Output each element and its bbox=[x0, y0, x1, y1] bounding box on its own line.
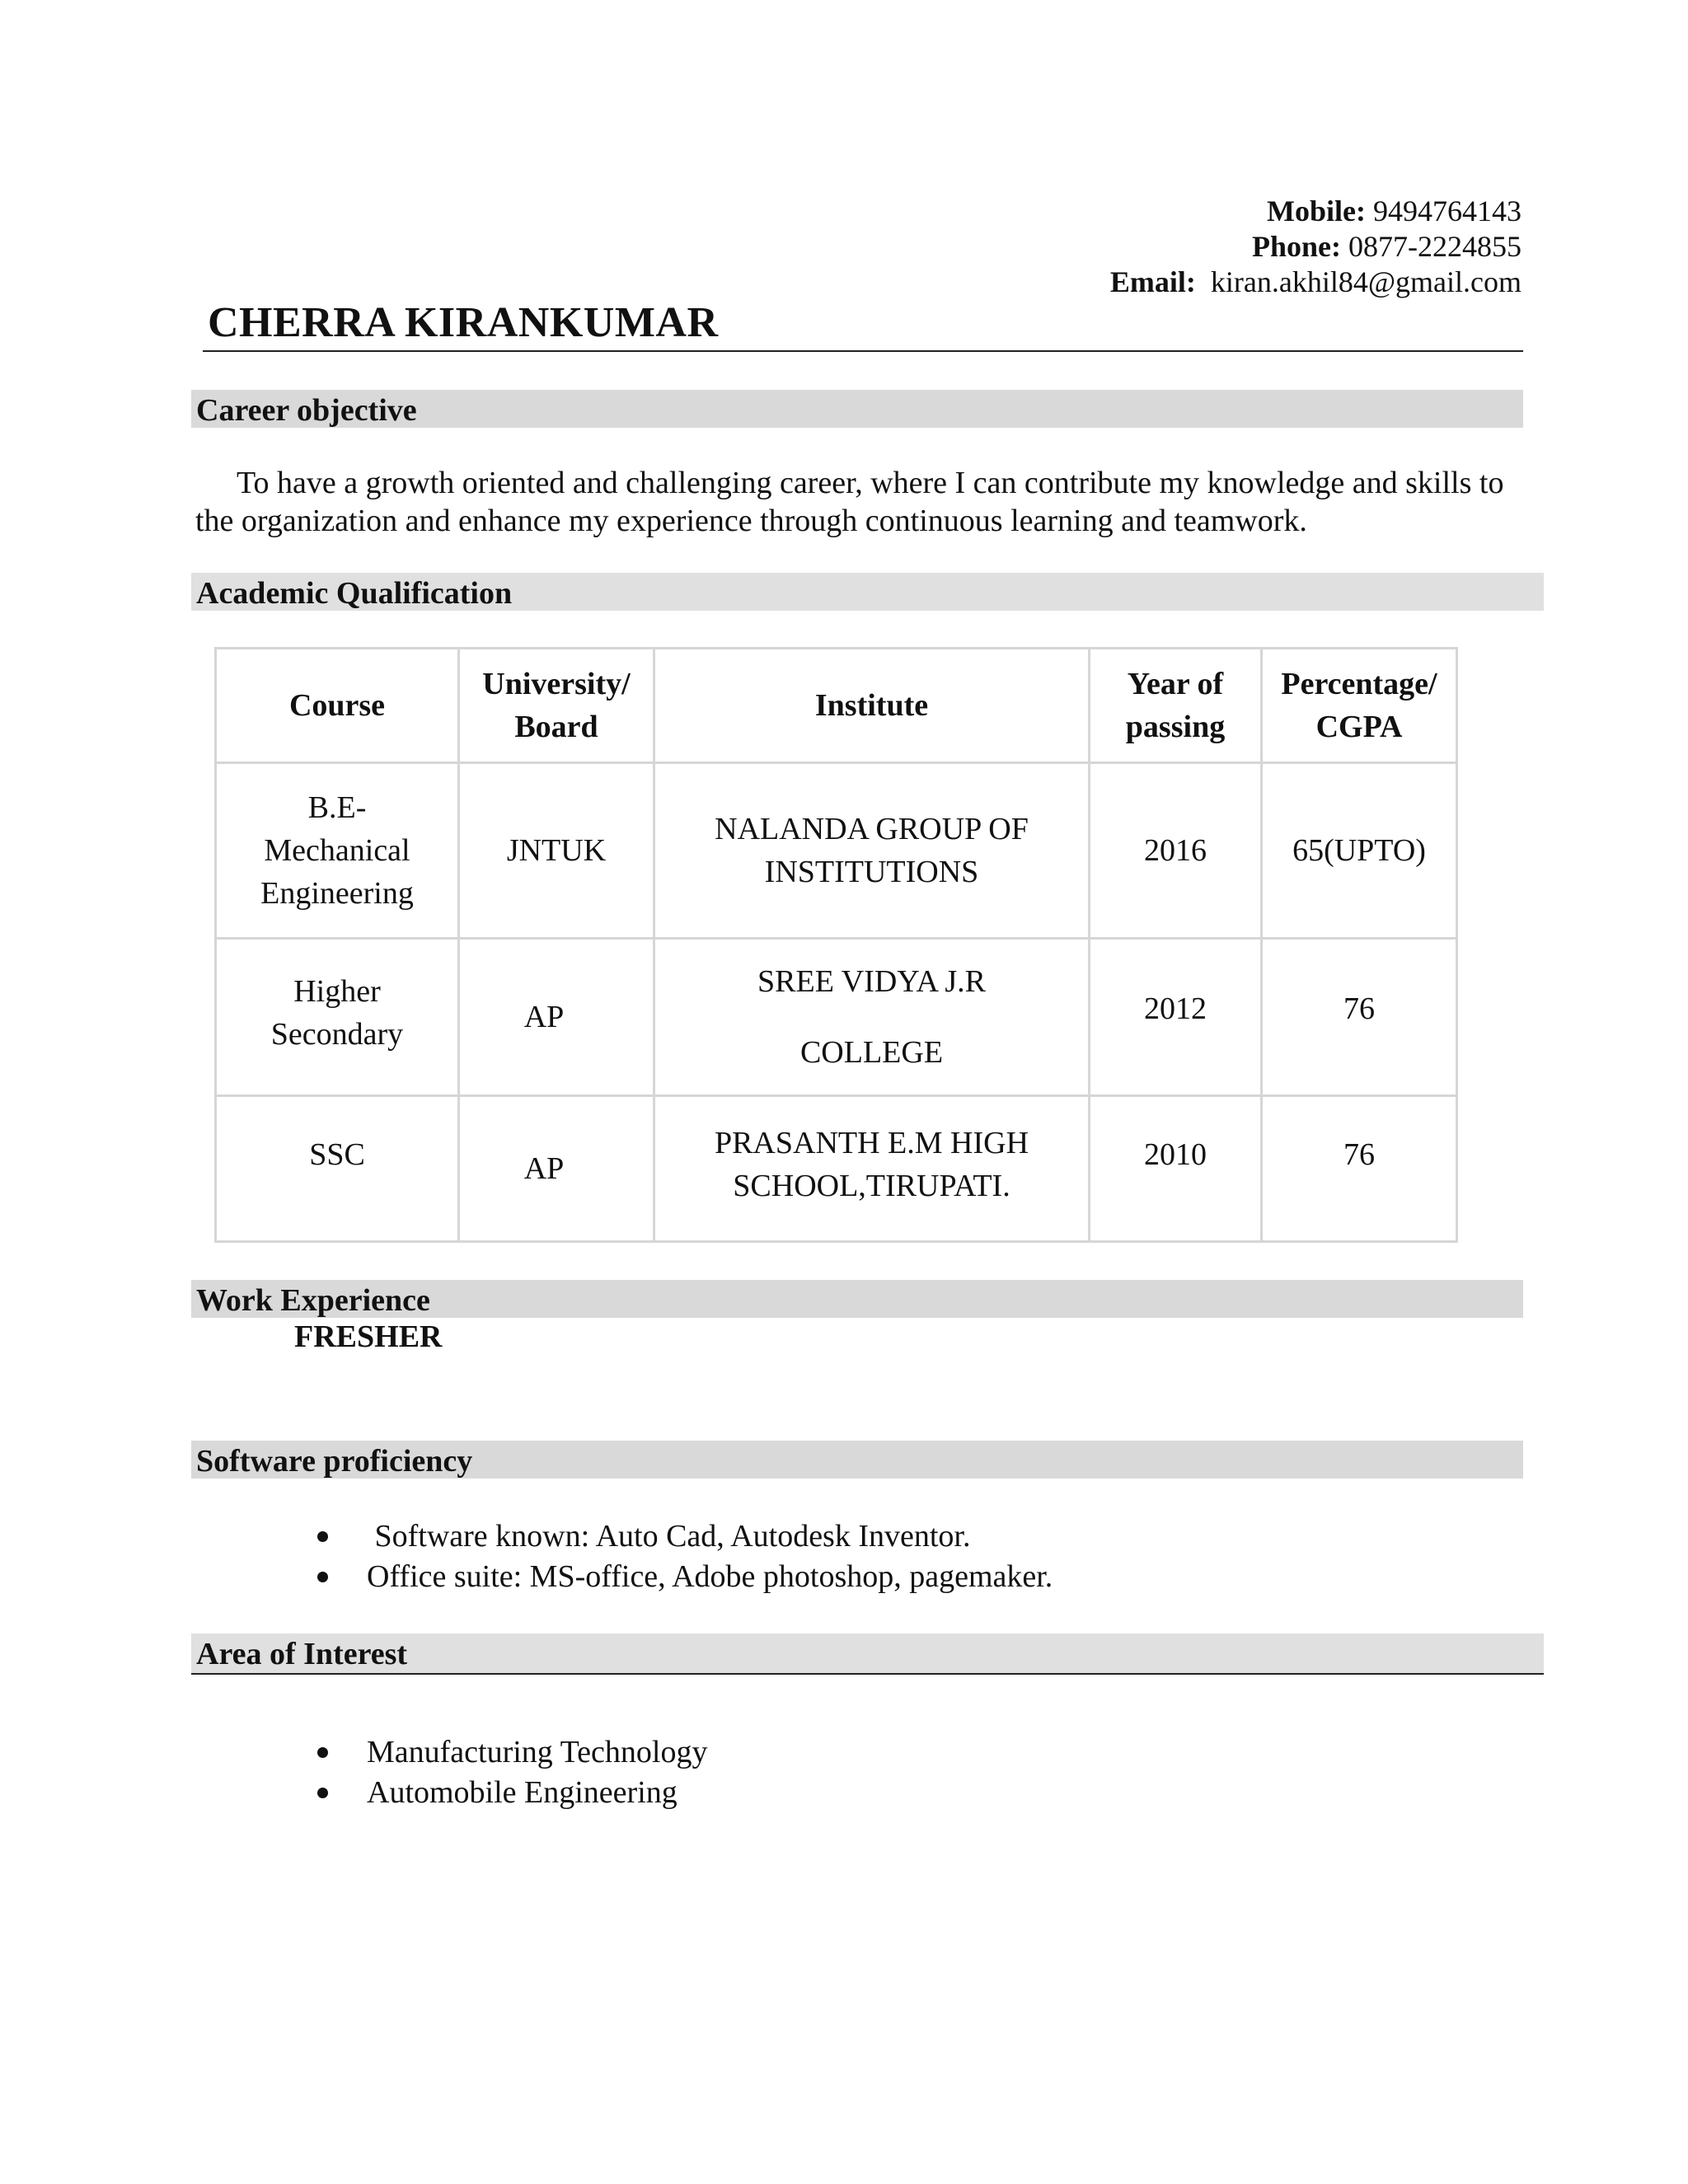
list-item: Office suite: MS-office, Adobe photoshop, pagemaker. bbox=[317, 1557, 1053, 1597]
cell-year: 2010 bbox=[1090, 1096, 1262, 1242]
header-institute: Institute bbox=[654, 649, 1090, 763]
email-line bbox=[1110, 265, 1522, 300]
cell-course: B.E- Mechanical Engineering bbox=[216, 763, 459, 939]
career-objective-heading: Career objective bbox=[191, 390, 1523, 428]
cell-board: AP bbox=[459, 1096, 654, 1242]
work-status: FRESHER bbox=[294, 1319, 443, 1354]
header-board: University/ Board bbox=[459, 649, 654, 763]
software-proficiency-heading: Software proficiency bbox=[191, 1441, 1523, 1479]
phone-label: Phone: bbox=[1252, 230, 1341, 263]
mobile-label: Mobile: bbox=[1267, 194, 1366, 227]
interest-list bbox=[317, 1732, 707, 1813]
software-list bbox=[317, 1516, 1053, 1597]
cell-percentage: 76 bbox=[1262, 1096, 1457, 1242]
phone-line bbox=[1110, 229, 1522, 265]
header-percentage: Percentage/ CGPA bbox=[1262, 649, 1457, 763]
area-of-interest-divider bbox=[191, 1673, 1544, 1675]
cell-institute: PRASANTH E.M HIGH SCHOOL,TIRUPATI. bbox=[654, 1096, 1090, 1242]
table-header-row bbox=[216, 649, 1457, 763]
mobile-line bbox=[1110, 194, 1522, 229]
list-item: Software known: Auto Cad, Autodesk Inventor. bbox=[317, 1516, 1053, 1557]
cell-year: 2012 bbox=[1090, 939, 1262, 1096]
cell-percentage: 76 bbox=[1262, 939, 1457, 1096]
cell-year: 2016 bbox=[1090, 763, 1262, 939]
table-row bbox=[216, 1096, 1457, 1242]
work-experience-heading: Work Experience bbox=[191, 1280, 1523, 1318]
phone-number: 0877-2224855 bbox=[1348, 230, 1522, 263]
cell-course: SSC bbox=[216, 1096, 459, 1242]
academic-table bbox=[214, 647, 1458, 1243]
candidate-name: CHERRA KIRANKUMAR bbox=[208, 299, 719, 346]
list-item: Automobile Engineering bbox=[317, 1773, 707, 1813]
name-divider bbox=[203, 350, 1523, 352]
cell-board: AP bbox=[459, 939, 654, 1096]
cell-percentage: 65(UPTO) bbox=[1262, 763, 1457, 939]
email-label: Email: bbox=[1109, 265, 1196, 298]
career-objective-text bbox=[195, 464, 1531, 540]
list-item: Manufacturing Technology bbox=[317, 1732, 707, 1773]
cell-institute: NALANDA GROUP OF INSTITUTIONS bbox=[654, 763, 1090, 939]
mobile-number: 9494764143 bbox=[1373, 194, 1522, 227]
academic-qualification-heading: Academic Qualification bbox=[191, 573, 1544, 611]
cell-board: JNTUK bbox=[459, 763, 654, 939]
contact-block bbox=[1110, 194, 1522, 300]
area-of-interest-heading: Area of Interest bbox=[191, 1633, 1544, 1673]
career-objective-body: To have a growth oriented and challenging career, where I can contribute my knowledge and skills to the organization and enhance my experience through continuous learning and teamwork. bbox=[195, 466, 1504, 538]
table-row bbox=[216, 763, 1457, 939]
email-address: kiran.akhil84@gmail.com bbox=[1210, 265, 1522, 298]
cell-course: Higher Secondary bbox=[216, 939, 459, 1096]
header-year: Year of passing bbox=[1090, 649, 1262, 763]
header-course: Course bbox=[216, 649, 459, 763]
table-row bbox=[216, 939, 1457, 1096]
cell-institute: SREE VIDYA J.R COLLEGE bbox=[654, 939, 1090, 1096]
